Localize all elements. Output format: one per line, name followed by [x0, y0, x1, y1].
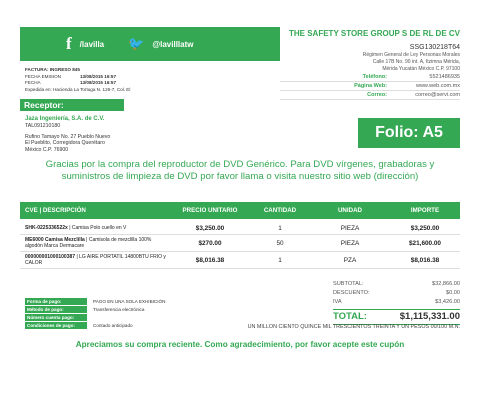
- company-name: THE SAFETY STORE GROUP S DE RL DE CV: [289, 29, 460, 38]
- email-label: Correo:: [367, 92, 387, 98]
- item-description: [20, 237, 170, 249]
- payment-label: Número cuenta pago:: [25, 314, 87, 321]
- item-amount: $8,016.38: [410, 256, 440, 264]
- facebook-label: /lavilla: [79, 39, 105, 49]
- client-address-line: Rufino Tamayo No. 27 Pueblo Nuevo: [25, 133, 111, 140]
- item-unit: PZA: [343, 256, 357, 264]
- phone-label: Teléfono:: [362, 74, 387, 80]
- social-banner: [20, 27, 280, 61]
- item-desc: | Camisa Polo cuello en V: [69, 225, 127, 231]
- twitter-label: @lavilllatw: [152, 39, 194, 49]
- issued-place: Expedida en: Hacienda La Tortuga N. 126-7, Col. El: [25, 86, 131, 92]
- payment-row: [25, 306, 165, 313]
- payment-value: Contado anticipado: [93, 323, 133, 328]
- iva-value: $3,426.00: [435, 299, 460, 305]
- items-table-header: [20, 202, 460, 219]
- contact-web: [280, 82, 460, 91]
- item-qty: 1: [278, 224, 282, 232]
- col-quantity: CANTIDAD: [263, 207, 297, 214]
- item-unit: PIEZA: [340, 239, 360, 247]
- client-name: Jaza Ingeniería, S.A. de C.V.: [25, 116, 105, 122]
- item-price: $270.00: [198, 239, 222, 247]
- payment-label: Forma de pago:: [25, 298, 87, 305]
- twitter-link[interactable]: [128, 37, 193, 52]
- closing-message: Apreciamos su compra reciente. Como agradecimiento, por favor acepte este cupón: [75, 340, 405, 349]
- items-table-body: [20, 222, 460, 269]
- invoice-title: FACTURA: INGRESO 845: [25, 67, 80, 72]
- subtotal-label: SUBTOTAL:: [333, 281, 364, 287]
- item-description: [20, 254, 170, 266]
- company-code: SSG130218T64: [409, 44, 460, 51]
- total-value: $1,115,331.00: [399, 311, 460, 322]
- client-address-line: México C.P. 76900: [25, 146, 69, 153]
- client-rfc: TAL091210180: [25, 123, 61, 129]
- folio-badge: Folio: A5: [358, 118, 460, 148]
- discount-row: [333, 289, 460, 298]
- item-price: $8,016.38: [195, 256, 225, 264]
- web-label: Página Web:: [354, 83, 387, 89]
- meta-label: FECHA EMISION: [25, 73, 61, 79]
- payment-row: [25, 298, 165, 305]
- thanks-message: Gracias por la compra del reproductor de DVD Genérico. Para DVD vírgenes, grabadoras y suministros de limpieza de DVD por favor llama o visita nuestro sitio web (dirección): [45, 159, 435, 182]
- payment-value: Transferencia electrónica: [93, 307, 145, 312]
- payment-label: Método de pago:: [25, 306, 87, 313]
- payment-label: Condiciones de pago:: [25, 322, 87, 329]
- item-desc: | LG AIRE PORTATIL 14800BTU FRIO y CALOR: [25, 254, 166, 266]
- discount-label: DESCUENTO:: [333, 290, 370, 296]
- item-code: 000000001000100387: [25, 254, 76, 260]
- facebook-link[interactable]: [66, 34, 104, 54]
- meta-row: [25, 74, 130, 81]
- payment-value: PAGO EN UNA SOLA EXHIBICIÓN: [93, 299, 166, 304]
- discount-value: $0.00: [446, 290, 460, 296]
- meta-row: [25, 80, 130, 87]
- contact-phone: [280, 73, 460, 82]
- company-regime: Régimen General de Ley Personas Morales: [362, 52, 460, 58]
- table-row: [20, 252, 460, 269]
- payment-row: [25, 322, 165, 329]
- company-address-2: Mérida Yucatán México C.P. 97100: [382, 66, 460, 72]
- iva-row: [333, 298, 460, 307]
- item-price: $3,250.00: [195, 224, 225, 232]
- meta-value: 13/08/2015 16:57: [80, 80, 117, 86]
- facebook-icon: f: [66, 34, 72, 53]
- subtotal-value: $32,866.00: [432, 281, 460, 287]
- item-amount: $21,600.00: [409, 239, 441, 247]
- totals-block: [333, 280, 460, 325]
- payment-info: [25, 298, 165, 330]
- iva-label: IVA: [333, 299, 342, 305]
- total-label: TOTAL:: [333, 311, 367, 322]
- col-unit: UNIDAD: [337, 207, 363, 214]
- total-in-words: UN MILLON CIENTO QUINCE MIL TRESCIENTOS TREINTA Y UN PESOS 00/100 M.N.: [247, 324, 460, 330]
- col-unit-price: PRECIO UNITARIO: [182, 207, 238, 214]
- company-address-1: Calle 17B No. 90 int. A, Itzimna Mérida,: [372, 59, 460, 65]
- item-amount: $3,250.00: [410, 224, 440, 232]
- col-description: CVE | DESCRIPCIÓN: [25, 207, 86, 214]
- company-info: [280, 29, 460, 100]
- web-value[interactable]: www.web.com.mx: [415, 83, 460, 89]
- invoice-meta: [25, 67, 130, 93]
- item-qty: 50: [276, 239, 284, 247]
- meta-label: FECHA: [25, 80, 41, 86]
- table-row: [20, 235, 460, 252]
- email-value[interactable]: correo@servi.com: [415, 92, 460, 98]
- item-desc: | Camisola de mezclilla 100% algodón Marca Dermacare: [25, 237, 152, 249]
- client-address-line: El Pueblito, Corregidora Querétaro: [25, 140, 105, 146]
- subtotal-row: [333, 280, 460, 289]
- item-description: [20, 225, 170, 231]
- item-code: ME6000 Camisa Mezclilla: [25, 237, 85, 243]
- meta-value: 13/08/2015 16:57: [80, 73, 117, 79]
- item-qty: 1: [278, 256, 282, 264]
- payment-row: [25, 314, 165, 321]
- table-row: [20, 222, 460, 235]
- col-amount: IMPORTE: [410, 207, 440, 214]
- phone-value: 5521486935: [429, 74, 460, 80]
- item-code: SHK-0225336522x: [25, 225, 68, 231]
- item-unit: PIEZA: [340, 224, 360, 232]
- twitter-icon: 🐦: [128, 36, 145, 52]
- receptor-info: [25, 115, 110, 153]
- receptor-header: Receptor:: [20, 99, 124, 111]
- total-row: [333, 309, 460, 325]
- contact-email: [280, 91, 460, 100]
